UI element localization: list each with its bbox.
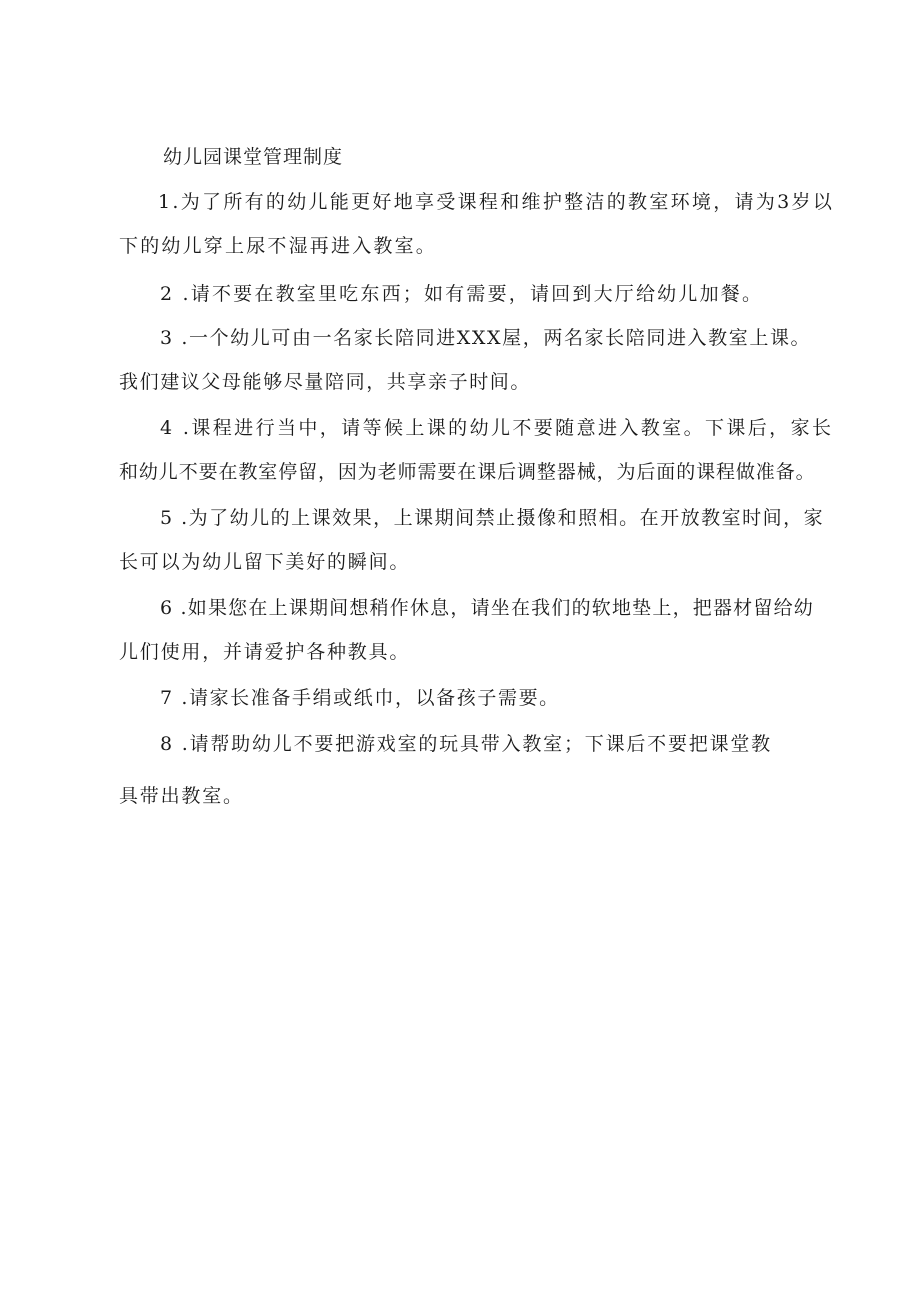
rule-8-line-1: 8 .请帮助幼儿不要把游戏室的玩具带入教室；下课后不要把课堂教 (160, 733, 772, 755)
rule-5-line-2: 长可以为幼儿留下美好的瞬间。 (119, 551, 411, 573)
rule-8-line-2: 具带出教室。 (119, 785, 244, 807)
rule-7-line-1: 7 .请家长准备手绢或纸巾，以备孩子需要。 (160, 687, 560, 709)
document-title: 幼儿园课堂管理制度 (163, 146, 344, 168)
rule-5-line-1: 5 .为了幼儿的上课效果，上课期间禁止摄像和照相。在开放教室时间，家 (160, 507, 825, 529)
rule-4-line-2: 和幼儿不要在教室停留，因为老师需要在课后调整器械，为后面的课程做准备。 (119, 461, 816, 483)
rule-3-line-1: 3 .一个幼儿可由一名家长陪同进XXX屋，两名家长陪同进入教室上课。 (160, 327, 812, 349)
rule-2-line-1: 2 .请不要在教室里吃东西；如有需要，请回到大厅给幼儿加餐。 (160, 283, 764, 305)
rule-6-line-1: 6 .如果您在上课期间想稍作休息，请坐在我们的软地垫上，把器材留给幼 (160, 597, 814, 619)
rule-4-line-1: 4 .课程进行当中，请等候上课的幼儿不要随意进入教室。下课后，家长 (160, 417, 834, 439)
rule-1-line-2: 下的幼儿穿上尿不湿再进入教室。 (119, 235, 438, 257)
rule-3-line-2: 我们建议父母能够尽量陪同，共享亲子时间。 (119, 371, 532, 393)
rule-1-line-1: 1.为了所有的幼儿能更好地享受课程和维护整洁的教室环境，请为3岁以 (158, 191, 835, 213)
rule-6-line-2: 儿们使用，并请爱护各种教具。 (119, 641, 411, 663)
